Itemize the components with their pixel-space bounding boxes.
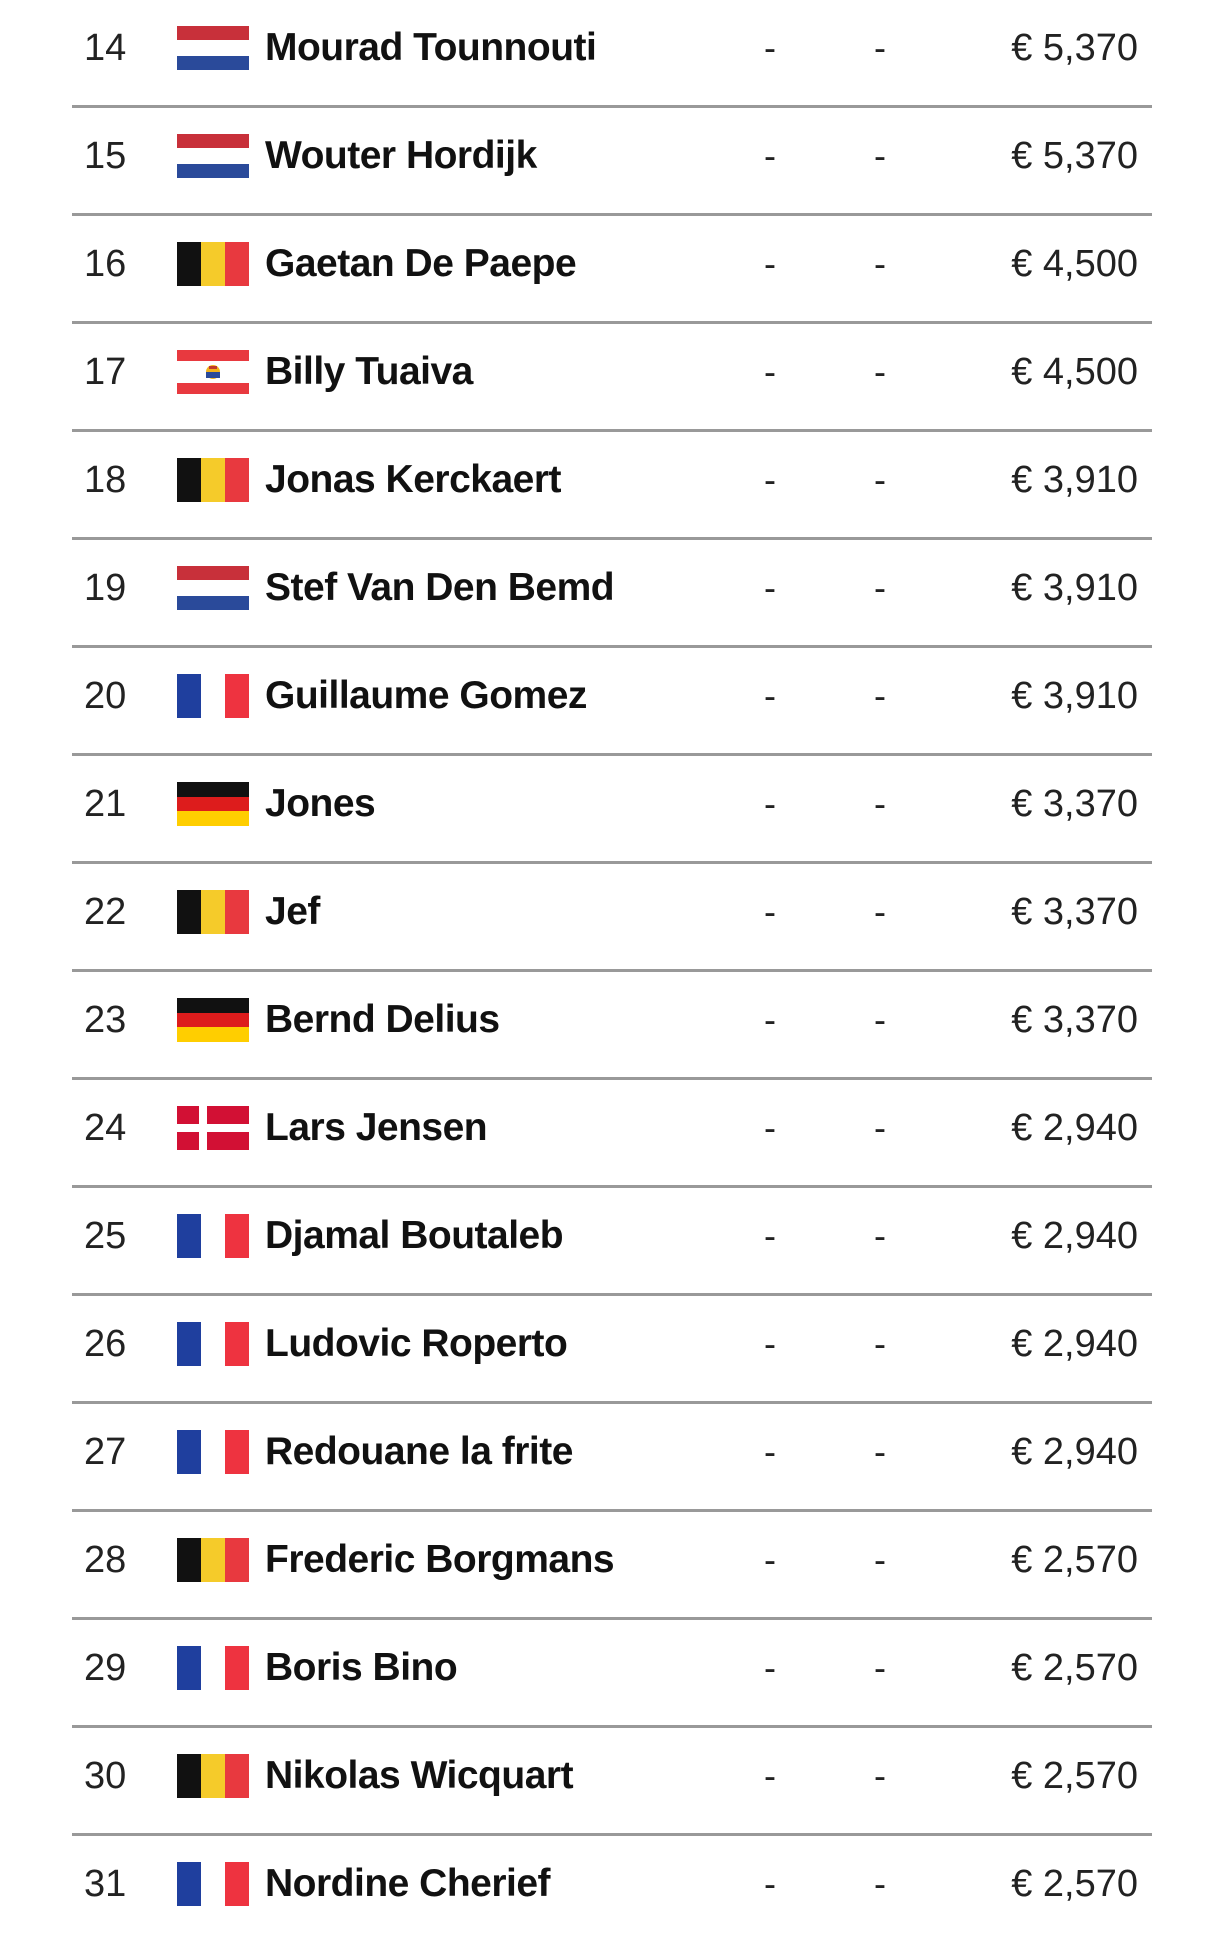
table-row: [72, 972, 1152, 1080]
rank-number: 29: [84, 1647, 127, 1689]
prize-amount: € 3,370: [1011, 783, 1138, 825]
netherlands-flag-icon: [177, 566, 249, 610]
stat-column-2: -: [874, 675, 886, 716]
prize-amount: € 4,500: [1011, 351, 1138, 393]
table-row: [72, 1620, 1152, 1728]
rank-number: 27: [84, 1431, 127, 1473]
table-row: [72, 1188, 1152, 1296]
rank-number: 19: [84, 567, 127, 609]
player-name: Jonas Kerckaert: [265, 458, 562, 501]
prize-amount: € 3,910: [1011, 675, 1138, 717]
stat-column-2: -: [874, 1431, 886, 1472]
table-row: [72, 1836, 1152, 1944]
prize-amount: € 2,570: [1011, 1539, 1138, 1581]
player-name: Stef Van Den Bemd: [265, 566, 615, 609]
stat-column-1: -: [764, 135, 776, 176]
stat-column-2: -: [874, 1863, 886, 1904]
table-row: [72, 324, 1152, 432]
table-row: [72, 432, 1152, 540]
player-name: Jones: [265, 782, 376, 825]
prize-amount: € 3,910: [1011, 567, 1138, 609]
stat-column-1: -: [764, 1107, 776, 1148]
stat-column-2: -: [874, 1215, 886, 1256]
stat-column-1: -: [764, 1323, 776, 1364]
belgium-flag-icon: [177, 242, 249, 286]
stat-column-2: -: [874, 1755, 886, 1796]
prize-amount: € 3,370: [1011, 999, 1138, 1041]
table-row: [72, 0, 1152, 108]
stat-column-2: -: [874, 459, 886, 500]
france-flag-icon: [177, 1862, 249, 1906]
table-row: [72, 864, 1152, 972]
player-name: Boris Bino: [265, 1646, 458, 1689]
belgium-flag-icon: [177, 1538, 249, 1582]
rank-number: 24: [84, 1107, 127, 1149]
player-name: Lars Jensen: [265, 1106, 488, 1149]
table-row: [72, 1728, 1152, 1836]
player-name: Billy Tuaiva: [265, 350, 473, 393]
ranking-table: [72, 0, 1152, 1944]
player-name: Guillaume Gomez: [265, 674, 587, 717]
stat-column-2: -: [874, 1107, 886, 1148]
germany-flag-icon: [177, 782, 249, 826]
rank-number: 15: [84, 135, 127, 177]
prize-amount: € 3,910: [1011, 459, 1138, 501]
prize-amount: € 2,570: [1011, 1647, 1138, 1689]
prize-amount: € 2,570: [1011, 1755, 1138, 1797]
stat-column-1: -: [764, 783, 776, 824]
belgium-flag-icon: [177, 1754, 249, 1798]
rank-number: 25: [84, 1215, 127, 1257]
france-flag-icon: [177, 1430, 249, 1474]
prize-amount: € 5,370: [1011, 27, 1138, 69]
stat-column-1: -: [764, 27, 776, 68]
stat-column-1: -: [764, 891, 776, 932]
belgium-flag-icon: [177, 458, 249, 502]
stat-column-2: -: [874, 891, 886, 932]
rank-number: 21: [84, 783, 127, 825]
table-row: [72, 1512, 1152, 1620]
stat-column-2: -: [874, 783, 886, 824]
player-name: Ludovic Roperto: [265, 1322, 568, 1365]
table-row: [72, 540, 1152, 648]
table-row: [72, 756, 1152, 864]
stat-column-1: -: [764, 1539, 776, 1580]
stat-column-1: -: [764, 675, 776, 716]
prize-amount: € 2,940: [1011, 1215, 1138, 1257]
prize-amount: € 4,500: [1011, 243, 1138, 285]
rank-number: 23: [84, 999, 127, 1041]
stat-column-1: -: [764, 1647, 776, 1688]
player-name: Nordine Cherief: [265, 1862, 551, 1905]
stat-column-1: -: [764, 243, 776, 284]
stat-column-1: -: [764, 999, 776, 1040]
player-name: Redouane la frite: [265, 1430, 573, 1473]
rank-number: 26: [84, 1323, 127, 1365]
stat-column-2: -: [874, 135, 886, 176]
player-name: Jef: [265, 890, 320, 933]
stat-column-2: -: [874, 1647, 886, 1688]
player-name: Wouter Hordijk: [265, 134, 537, 177]
table-row: [72, 1080, 1152, 1188]
stat-column-2: -: [874, 1323, 886, 1364]
belgium-flag-icon: [177, 890, 249, 934]
prize-amount: € 3,370: [1011, 891, 1138, 933]
table-row: [72, 216, 1152, 324]
rank-number: 30: [84, 1755, 127, 1797]
france-flag-icon: [177, 1322, 249, 1366]
france-flag-icon: [177, 1646, 249, 1690]
prize-amount: € 2,940: [1011, 1323, 1138, 1365]
stat-column-2: -: [874, 567, 886, 608]
rank-number: 17: [84, 351, 127, 393]
player-name: Gaetan De Paepe: [265, 242, 577, 285]
player-name: Nikolas Wicquart: [265, 1754, 574, 1797]
stat-column-2: -: [874, 1539, 886, 1580]
prize-amount: € 5,370: [1011, 135, 1138, 177]
prize-amount: € 2,570: [1011, 1863, 1138, 1905]
stat-column-1: -: [764, 1215, 776, 1256]
stat-column-1: -: [764, 1431, 776, 1472]
rank-number: 31: [84, 1863, 127, 1905]
germany-flag-icon: [177, 998, 249, 1042]
french-polynesia-flag-icon: [177, 350, 249, 394]
player-name: Bernd Delius: [265, 998, 500, 1041]
stat-column-1: -: [764, 1755, 776, 1796]
stat-column-2: -: [874, 27, 886, 68]
stat-column-2: -: [874, 351, 886, 392]
stat-column-1: -: [764, 567, 776, 608]
table-row: [72, 1404, 1152, 1512]
stat-column-1: -: [764, 1863, 776, 1904]
table-row: [72, 108, 1152, 216]
table-row: [72, 1296, 1152, 1404]
rank-number: 16: [84, 243, 127, 285]
netherlands-flag-icon: [177, 26, 249, 70]
france-flag-icon: [177, 1214, 249, 1258]
stat-column-1: -: [764, 351, 776, 392]
denmark-flag-icon: [177, 1106, 249, 1150]
player-name: Mourad Tounnouti: [265, 26, 597, 69]
rank-number: 18: [84, 459, 127, 501]
rank-number: 22: [84, 891, 127, 933]
rank-number: 20: [84, 675, 127, 717]
prize-amount: € 2,940: [1011, 1431, 1138, 1473]
stat-column-2: -: [874, 243, 886, 284]
player-name: Djamal Boutaleb: [265, 1214, 564, 1257]
rank-number: 28: [84, 1539, 127, 1581]
rank-number: 14: [84, 27, 127, 69]
netherlands-flag-icon: [177, 134, 249, 178]
player-name: Frederic Borgmans: [265, 1538, 615, 1581]
france-flag-icon: [177, 674, 249, 718]
stat-column-2: -: [874, 999, 886, 1040]
table-row: [72, 648, 1152, 756]
stat-column-1: -: [764, 459, 776, 500]
prize-amount: € 2,940: [1011, 1107, 1138, 1149]
